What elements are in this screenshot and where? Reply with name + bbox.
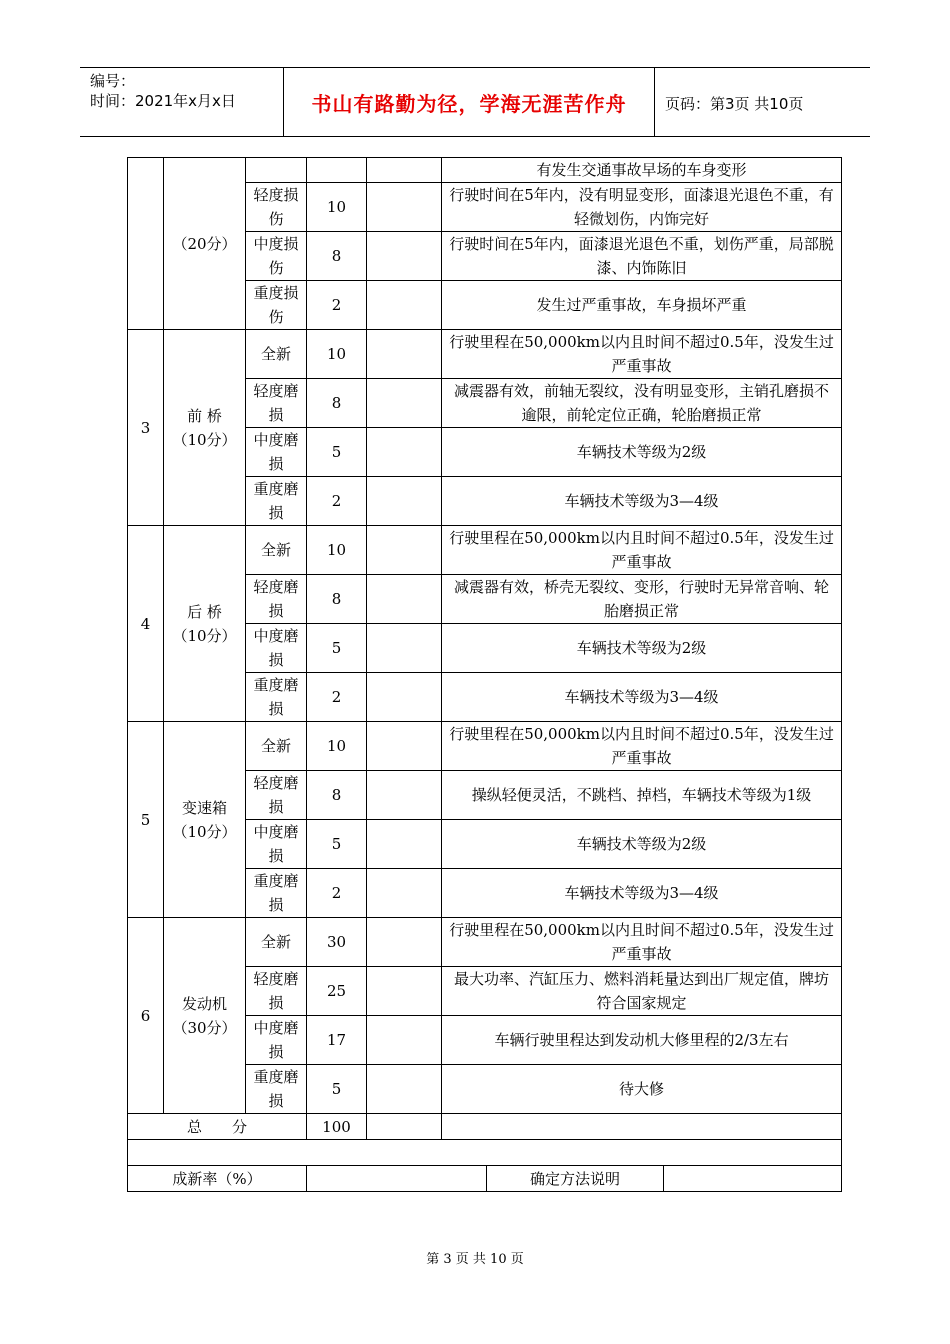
desc-cell: 操纵轻便灵活，不跳档、掉档，车辆技术等级为1级 (442, 771, 842, 820)
level-cell: 重度损伤 (246, 281, 307, 330)
blank-cell (128, 1140, 842, 1166)
blank-cell (367, 722, 442, 771)
blank-cell (367, 526, 442, 575)
item-score: （20分） (172, 234, 237, 253)
item-name-cell (164, 918, 246, 1114)
rate-label: 成新率（%） (128, 1166, 307, 1192)
score-cell: 5 (307, 428, 367, 477)
score-cell: 8 (307, 232, 367, 281)
level-cell: 重度磨损 (246, 477, 307, 526)
score-cell: 10 (307, 526, 367, 575)
table-row (128, 158, 842, 183)
desc-cell: 有发生交通事故早场的车身变形 (442, 158, 842, 183)
assessment-table (127, 157, 842, 1192)
desc-cell: 行驶里程在50,000km以内且时间不超过0.5年，没发生过严重事故 (442, 918, 842, 967)
item-name: 发动机 (181, 994, 227, 1013)
item-no-cell: 5 (128, 722, 164, 918)
level-cell: 中度磨损 (246, 624, 307, 673)
rate-row (128, 1166, 842, 1192)
blank-cell (367, 967, 442, 1016)
item-name: 后 桥 (187, 602, 222, 621)
blank-cell (367, 183, 442, 232)
table-row (128, 918, 842, 967)
level-cell: 轻度损伤 (246, 183, 307, 232)
blank-cell (367, 624, 442, 673)
table-row (128, 526, 842, 575)
item-name-cell (164, 330, 246, 526)
desc-cell: 行驶里程在50,000km以内且时间不超过0.5年，没发生过严重事故 (442, 330, 842, 379)
desc-cell: 减震器有效，桥壳无裂纹、变形，行驶时无异常音响、轮胎磨损正常 (442, 575, 842, 624)
blank-cell (367, 1065, 442, 1114)
item-name-cell (164, 526, 246, 722)
level-cell (246, 158, 307, 183)
blank-cell (367, 1016, 442, 1065)
score-cell: 30 (307, 918, 367, 967)
level-cell: 全新 (246, 722, 307, 771)
blank-cell (367, 575, 442, 624)
desc-cell: 车辆技术等级为2级 (442, 624, 842, 673)
item-no-cell: 4 (128, 526, 164, 722)
level-cell: 重度磨损 (246, 673, 307, 722)
score-cell: 2 (307, 477, 367, 526)
level-cell: 轻度磨损 (246, 771, 307, 820)
score-cell: 8 (307, 771, 367, 820)
item-name: 变速箱 (181, 798, 227, 817)
desc-cell: 行驶时间在5年内，没有明显变形，面漆退光退色不重，有轻微划伤，内饰完好 (442, 183, 842, 232)
desc-cell: 最大功率、汽缸压力、燃料消耗量达到出厂规定值，牌坊符合国家规定 (442, 967, 842, 1016)
blank-cell (367, 820, 442, 869)
blank-cell (367, 281, 442, 330)
table-row (128, 330, 842, 379)
score-cell: 5 (307, 1065, 367, 1114)
document-number-label: 编号： (90, 72, 136, 90)
method-label: 确定方法说明 (487, 1166, 664, 1192)
score-cell: 5 (307, 820, 367, 869)
blank-cell (367, 428, 442, 477)
blank-cell (367, 869, 442, 918)
level-cell: 重度磨损 (246, 869, 307, 918)
desc-cell: 车辆行驶里程达到发动机大修里程的2/3左右 (442, 1016, 842, 1065)
blank-cell (367, 918, 442, 967)
blank-cell (367, 771, 442, 820)
desc-cell: 减震器有效，前轴无裂纹，没有明显变形，主销孔磨损不逾限，前轮定位正确，轮胎磨损正常 (442, 379, 842, 428)
level-cell: 轻度磨损 (246, 575, 307, 624)
item-score: （10分） (172, 430, 237, 449)
total-value: 100 (307, 1114, 367, 1140)
level-cell: 中度损伤 (246, 232, 307, 281)
header-divider (654, 68, 655, 136)
desc-cell: 车辆技术等级为2级 (442, 428, 842, 477)
blank-cell (367, 1114, 442, 1140)
level-cell: 轻度磨损 (246, 379, 307, 428)
rate-value (307, 1166, 487, 1192)
score-cell: 10 (307, 330, 367, 379)
header-page-info: 页码：第3页 共10页 (665, 95, 804, 113)
item-score: （30分） (172, 1018, 237, 1037)
desc-cell: 车辆技术等级为3—4级 (442, 477, 842, 526)
header-meta (90, 71, 236, 111)
level-cell: 全新 (246, 330, 307, 379)
level-cell: 轻度磨损 (246, 967, 307, 1016)
desc-cell: 待大修 (442, 1065, 842, 1114)
desc-cell: 车辆技术等级为3—4级 (442, 869, 842, 918)
blank-cell (442, 1114, 842, 1140)
item-name: 前 桥 (187, 406, 222, 425)
score-cell: 8 (307, 379, 367, 428)
method-value (664, 1166, 842, 1192)
item-name-cell (164, 158, 246, 330)
score-cell: 5 (307, 624, 367, 673)
level-cell: 全新 (246, 918, 307, 967)
total-label: 总 分 (128, 1114, 307, 1140)
item-score: （10分） (172, 626, 237, 645)
blank-cell (367, 232, 442, 281)
total-row (128, 1114, 842, 1140)
desc-cell: 车辆技术等级为2级 (442, 820, 842, 869)
desc-cell: 车辆技术等级为3—4级 (442, 673, 842, 722)
score-cell: 2 (307, 869, 367, 918)
level-cell: 中度磨损 (246, 1016, 307, 1065)
score-cell (307, 158, 367, 183)
score-cell: 25 (307, 967, 367, 1016)
item-no-cell: 6 (128, 918, 164, 1114)
item-score: （10分） (172, 822, 237, 841)
blank-cell (367, 673, 442, 722)
level-cell: 中度磨损 (246, 428, 307, 477)
table-row (128, 722, 842, 771)
score-cell: 2 (307, 673, 367, 722)
header-motto: 书山有路勤为径，学海无涯苦作舟 (311, 92, 627, 116)
blank-cell (367, 477, 442, 526)
level-cell: 重度磨损 (246, 1065, 307, 1114)
blank-row (128, 1140, 842, 1166)
score-cell: 10 (307, 183, 367, 232)
item-no-cell (128, 158, 164, 330)
desc-cell: 行驶里程在50,000km以内且时间不超过0.5年，没发生过严重事故 (442, 722, 842, 771)
score-cell: 2 (307, 281, 367, 330)
document-time-label: 时间：2021年x月x日 (90, 92, 236, 110)
score-cell: 8 (307, 575, 367, 624)
desc-cell: 发生过严重事故，车身损坏严重 (442, 281, 842, 330)
desc-cell: 行驶里程在50,000km以内且时间不超过0.5年，没发生过严重事故 (442, 526, 842, 575)
item-name-cell (164, 722, 246, 918)
blank-cell (367, 158, 442, 183)
score-cell: 17 (307, 1016, 367, 1065)
blank-cell (367, 379, 442, 428)
desc-cell: 行驶时间在5年内，面漆退光退色不重，划伤严重，局部脱漆、内饰陈旧 (442, 232, 842, 281)
score-cell: 10 (307, 722, 367, 771)
level-cell: 全新 (246, 526, 307, 575)
blank-cell (367, 330, 442, 379)
item-no-cell: 3 (128, 330, 164, 526)
page-header (80, 67, 870, 137)
page-footer: 第 3 页 共 10 页 (426, 1252, 524, 1267)
level-cell: 中度磨损 (246, 820, 307, 869)
